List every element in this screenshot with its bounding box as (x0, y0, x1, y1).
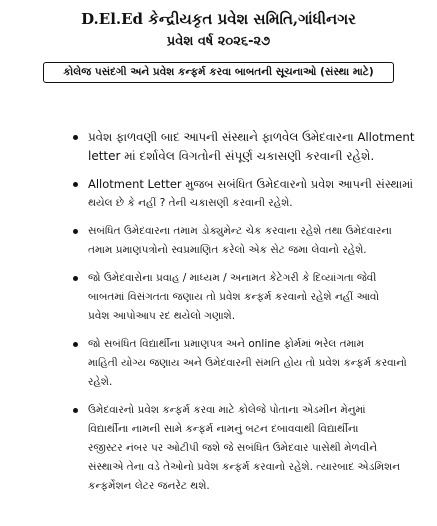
instruction-line: તમામ પ્રમાણપત્રોનો સ્વપ્રમાણિત કરેલો એક સેટ જમા લેવાનો રહેશે. (88, 244, 367, 256)
instruction-line: letter માં દર્શાવેલ વિગતોની સંપૂર્ણ ચકાસણી કરવાની રહેશે. (88, 149, 375, 163)
instruction-list (0, 128, 437, 505)
instruction-line: ઉમેદવારનો પ્રવેશ કન્ફર્મ કરવા માટે કોલેજે પોતાના એડમીન મેનુમાં (88, 404, 366, 416)
instruction-line: રહેશે. (88, 376, 113, 388)
list-item (0, 401, 437, 496)
admission-year-title: પ્રવેશ વર્ષ ૨૦૨૬-૨૭ (166, 34, 271, 49)
bullet-icon (73, 342, 78, 347)
bullet-icon (73, 135, 78, 140)
instruction-line: પ્રવેશ ફાળવણી બાદ આપની સંસ્થાને ફાળવેલ ઉમેદવારના Allotment (88, 130, 415, 144)
committee-title: D.El.Ed કેન્દ્રીયકૃત પ્રવેશ સમિતિ,ગાંધીનગર (81, 10, 356, 28)
instruction-line: Allotment Letter મુજબ સબંધિત ઉમેદવારનો પ્રવેશ આપની સંસ્થામાં (88, 177, 414, 191)
list-item (0, 335, 437, 392)
instruction-line: વિદ્યાર્થીના નામની સામે કન્ફર્મ નામનું બટન દબાવવાથી વિદ્યાર્થીના (88, 423, 359, 435)
bullet-icon (73, 182, 78, 187)
list-item (0, 128, 437, 166)
list-item (0, 175, 437, 213)
list-item (0, 222, 437, 260)
instruction-line: સંસ્થાએ તેના વડે તેઓનો પ્રવેશ કન્ફર્મ કરવાનો રહેશે. ત્યારબાદ એડમિશન (88, 461, 401, 473)
instruction-line: પ્રવેશ આપોઆપ રદ થયેલો ગણાશે. (88, 310, 236, 322)
instruction-line: થયેલ છે કે નહીં ? તેની ચકાસણી કરવાની રહેશે. (88, 197, 293, 209)
instruction-line: જો સબંધિત વિદ્યાર્થીના પ્રમાણપત્ર અને online ફોર્મમાં ભરેલ તમામ (88, 338, 365, 350)
instruction-line: માહિતી યોગ્ય જણાય અને ઉમેદવારની સંમતિ હોય તો પ્રવેશ કન્ફર્મ કરવાનો (88, 357, 407, 369)
instruction-line: જો ઉમેદવારોના પ્રવાહ / માધ્યમ / અનામત કેટેગરી કે દિવ્યાંગતા જેવી (88, 272, 377, 284)
instruction-line: કન્ફર્મેશન લેટર જનરેટ થશે. (88, 480, 210, 492)
instruction-line: બાબતમાં વિસંગતતા જણાય તો પ્રવેશ કન્ફર્મ કરવાનો રહેશે નહીં આવો (88, 291, 380, 303)
bullet-icon (73, 276, 78, 281)
instructions-heading-box: કોલેજ પસંદગી અને પ્રવેશ કન્ફર્મ કરવા બાબતની સૂચનાઓ (સંસ્થા માટે) (43, 62, 394, 83)
instruction-line: સબંધિત ઉમેદવારના તમામ ડોક્યુમેન્ટ ચેક કરવાના રહેશે તથા ઉમેદવારના (88, 225, 392, 237)
list-item (0, 269, 437, 326)
instruction-line: રજીસ્ટર નંબર પર ઓટીપી જશે જે સબંધિત ઉમેદવાર પાસેથી મેળવીને (88, 442, 378, 454)
bullet-icon (73, 408, 78, 413)
bullet-icon (73, 229, 78, 234)
